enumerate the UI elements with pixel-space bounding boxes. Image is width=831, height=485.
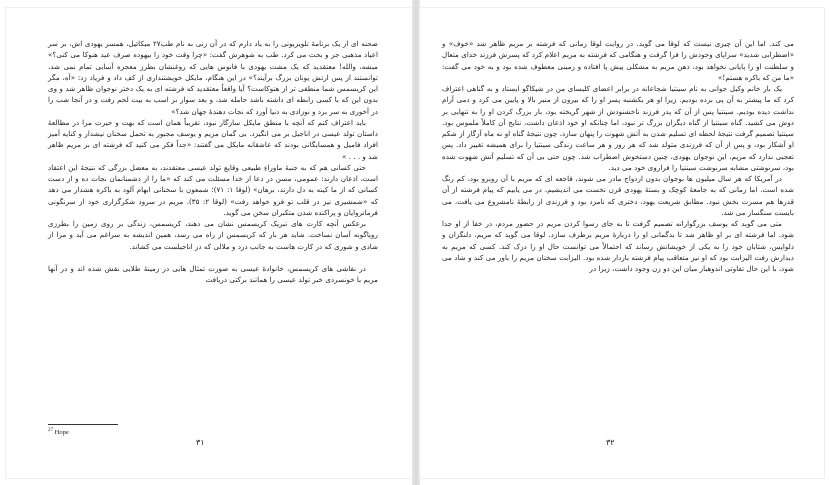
paragraph: صحنه ای از یک برنامهٔ تلویزیونی را به یاد دارم که در آن زنی به نام طب۲۷ میکائیل، همسر یهودی اش، بر سر اعیاد مذهبی جر و بحث می کرد. طب به شوهرش گفت: «چرا وقت خود را بیهوده صرف عید هنوکا می کنی؟» میشه، والله! معتقدید که یک مشت یهودی با فانوس هایی که روغنشان بطرز معجزه آسایی تمام نمی شد، توانستند از پس ارتش یونان بزرگ برآیند؟» در این هنگام، مایکل خویشتنداری از کف داد و فریاد زد: «آه، مگر این کریسمس شما منطقی تر از هنوکاست؟ آیا واقعاً معتقدید که فرشته ای به یک دختر نوجوان ظاهر شد و وی بدون این که با کسی رابطه ای داشته باشد حامله شد، و بعد سوار بر اسب به بیت لحم رفت و در آنجا شب را در آخوری به سر برد و نوزادی به دنیا آورد که نجات دهندهٔ جهان شد؟» <box>48 39 378 116</box>
footnote <box>48 428 69 436</box>
paragraph: یک بار خانم وکیل جوانی به نام سینتیا شجاعانه در برابر اعضای کلیسای من در شیکاگو ایستاد و به گناهی اعتراف کرد که ما پیشتر به آن پی برده بودیم. زیرا او هر یکشنبه پسر او را که بیرون از منبر بالا و پایین می کرد و دمی آرام نداشت دیده بودیم. سینتیا پس از آن که پدر فرزند ناخشنودش از شهر گریخته بود، بار بزرگ کردن او را به تنهایی بر دوش می کشید. گناه سینتیا از گناه دیگران بزرگ تر نبود، اما چنانکه او خود اذعان داشت، نتایج آن کاملاً ملموس بود. سینتیا تصمیم گرفت نتیجهٔ لحظه ای تسلیم شدن به آتش شهوت را پنهان سازد، چون نتیجهٔ گناه او نه ماه آزگار از شکم او آشکار بود، و پس از آن که فرزندی متولد شد که هر روز و هر ساعت زندگی سینتیا را برای همیشه تغییر داد. پس تعجبی ندارد که مریم، این نوجوان یهودی، چنین دستخوش اضطراب شد. چون حتی بی آن که تسلیم آتش شهوت شده بود، سرنوشتی مشابه سرنوشت سینتیا را فراروی خود می دید. <box>442 84 794 172</box>
page-number: ۳۱ <box>196 438 205 447</box>
footnote-divider <box>48 424 118 425</box>
paragraph-gap <box>48 252 378 263</box>
paragraph: در آمریکا که هر سال میلیون ها نوجوان بدون ازدواج مادر می شوند، فاجعه ای که مریم با آن روبرو بود، کم رنگ شده است. اما زمانی که به جامعهٔ کوچک و بستهٔ یهودی قرن نخست می اندیشیم، در می یابیم که پیام فرشته از آن قدرها هم مسرت بخش نبود. مطابق شریعت یهود، دختری که نامزد بود و فرزندی از رابطهٔ نامشروع می یافت، می بایست سنگسار می شد. <box>442 174 794 217</box>
paragraph: حتی کسانی هم که به جنبهٔ ماوراءِ طبیعی وقایع تولد عیسی معتقدند، به معضل بزرگی که نتیجهٔ این اعتقاد است، اذعان دارند: عمومی، مسن در دعا از خدا مسئلت می کند که «ما را از دشمنانمان نجات ده و از دست کسانی که از ما کینه به دل دارند، برهان» (لوقا ۱: ۷۱)؛ شمعون با سخنانی ابهام آلود به باکره هشدار می دهد که «شمشیری نیز در قلب تو فرو خواهد رفت» (لوقا ۲: ۳۵). مریم در سرود شکرگزاری خود از سرنگونی فرمانروایان و پراکنده شدن متکبران سخن می گوید. <box>48 162 378 217</box>
paragraph: برعکس آنچه کارت های تبریک کریسمس نشان می دهند، کریسمس، زندگی بر روی زمین را بطرزی رویاگونه آسان نساخت. شاید هر بار که کریسمس از راه می رسد، همین اندیشه به سراغم می آید و مرا از شادی و شوری که در کارت هاست به جانب درد و ملالی که در اناجیلست می کشاند. <box>48 219 378 251</box>
footnote-text: Hope <box>54 429 69 437</box>
paragraph: باید اعتراف کنم که آنچه با منطق مایکل سازگار نبود، تقریباً همان است که بهت و حیرت مرا در مطالعهٔ داستان تولد عیسی در اناجیل بر می انگیزد. بی گمان مریم و یوسف مجبور به تحمل سخنان نیشدار و کنایه آمیز افراد فامیل و همسایگانی بودند که عاشقانه مایکل می گفتند: «جداً فکر می کنید که فرشته ای بر مریم ظاهر شد و . . . » <box>48 117 378 161</box>
page-number: ۳۲ <box>606 438 615 447</box>
book-gutter <box>412 0 420 485</box>
paragraph: می کند. اما این آن چیزی نیست که لوقا می گوید. در روایت لوقا زمانی که فرشته بر مریم ظاهر شد «خوف» و «اضطرابی شدید» سراپای وجودش را فرا گرفت و هنگامی که فرشته به مریم اعلام کرد که پسرش فرزند خدای متعال و سلطنت او را پایانی نخواهد بود، ذهن مریم به مشکلی پیش پا افتاده و زمینی معطوف شده بود و به خود می گفت: «ما من که باکره هستم!» <box>442 39 794 82</box>
right-page <box>420 8 824 478</box>
footnote-number: 27 <box>48 428 53 433</box>
paragraph: متی می گوید که یوسف بزرگوارانه تصمیم گرفت تا به جای رسوا کردن مریم در حضور مردم، در خفا از او جدا شود. اما فرشته ای بر او ظاهر شد تا بدگمانی او را دربارهٔ مریم برطرف سازد. لوقا می گوید که مریم، دلنگران و دلواپس، شتابان خود را به یکی از خویشانش رساند که احتمالاً می توانست حال او را درک کند. کسی که مریم به دیدارش رفت الیزابت بود که او نیز متعاقب پیام فرشته باردار شده بود. الیزابت سخنان مریم را باور می کند و شاد می شود، با این حال تفاوتی اندوهبار میان این دو زن وجود داشت، زیرا در <box>442 219 794 273</box>
left-page-body <box>48 38 378 285</box>
paragraph: در نقاشی های کریسمس، خانوادهٔ عیسی به صورت تمثال هایی در زمینهٔ طلایی نقش شده اند و در آنها مریم با خونسردی خبر تولد عیسی را همانند برکتی دریافت <box>48 263 378 284</box>
left-page <box>6 8 412 478</box>
right-page-body <box>442 38 794 274</box>
